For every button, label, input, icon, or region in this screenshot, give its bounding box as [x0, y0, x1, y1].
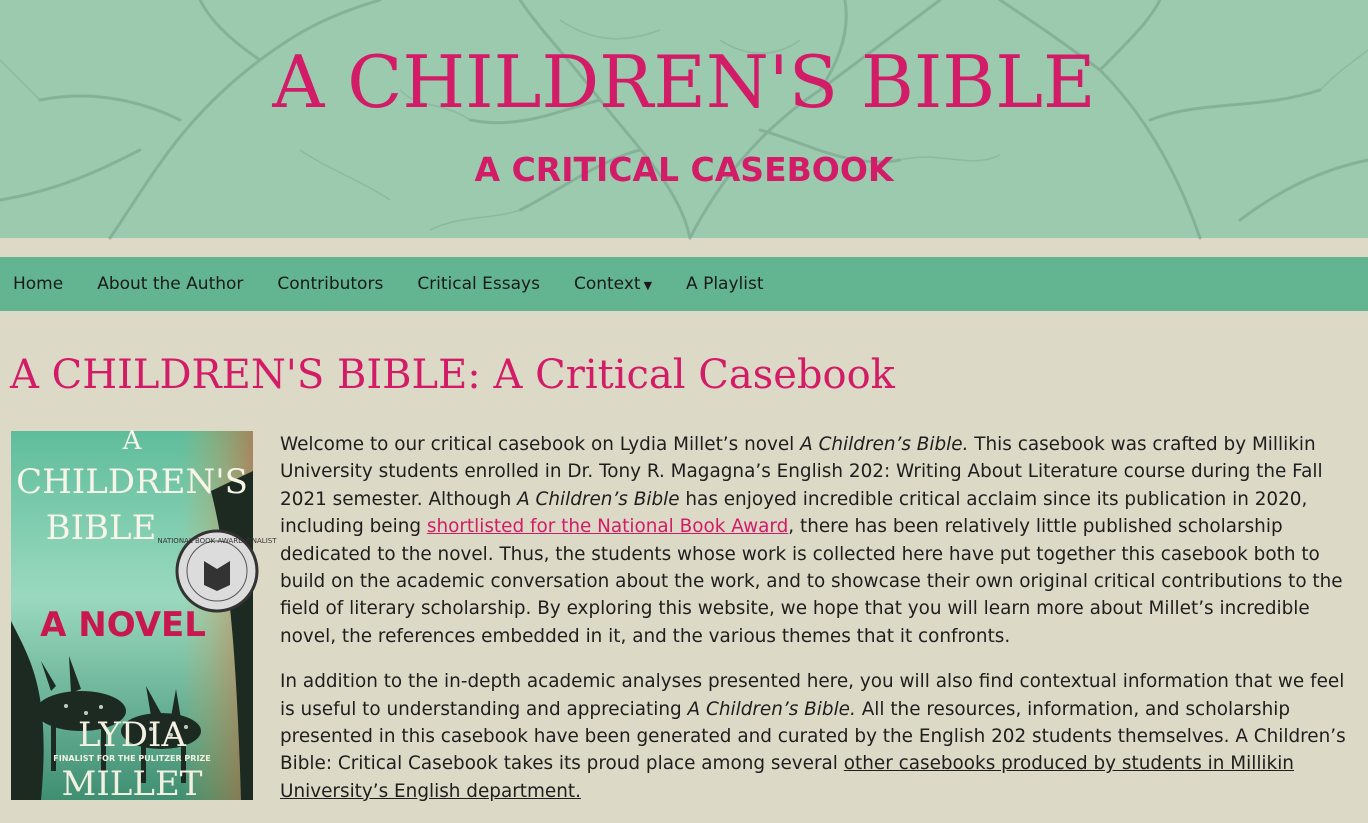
book-title-italic: A Children’s Bible	[517, 488, 680, 510]
nav-home[interactable]: Home	[13, 274, 64, 294]
nav-context[interactable]	[574, 274, 652, 294]
book-title-italic: A Children’s Bible.	[687, 698, 856, 720]
other-casebooks-link[interactable]: other casebooks produced by students in Millikin University’s English department.	[280, 753, 1294, 802]
intro-paragraph-1	[280, 431, 1362, 650]
text-span: Welcome to our critical casebook on Lydia Millet’s novel	[280, 434, 801, 455]
nav-contributors[interactable]: Contributors	[277, 274, 384, 294]
cover-title-line1: A	[122, 426, 142, 456]
header-banner	[0, 0, 1368, 238]
intro-paragraph-2	[280, 668, 1362, 805]
cover-title-line2: CHILDREN'S	[16, 462, 248, 502]
cover-novel-label: A NOVEL	[40, 605, 206, 645]
text-span: This casebook was crafted by Millikin University students enrolled in Dr. Tony R. Magagna’s English 202: Writing About Literature course during the Fall 2021 semester. Although	[280, 434, 1323, 510]
nav-context-label: Context	[573, 274, 641, 294]
text-span: In addition to the in-depth academic analyses presented here, you will also find contextual information that we feel is useful to understanding and appreciating	[280, 671, 1345, 720]
cover-author-first: LYDIA	[77, 715, 187, 755]
nav-critical-essays[interactable]: Critical Essays	[417, 274, 540, 294]
text-span: has enjoyed incredible critical acclaim since its publication in 2020, including being	[280, 488, 1308, 538]
cover-pulitzer-label: FINALIST FOR THE PULITZER PRIZE	[53, 754, 211, 763]
caret-down-icon: ▼	[643, 279, 653, 292]
text-span: All the resources, information, and scholarship presented in this casebook have been generated and curated by the English 202 students themselves. A Children’s Bible: Critical Casebook takes its proud place among several	[280, 698, 1346, 775]
main-nav	[0, 257, 1368, 311]
cover-seal-text: NATIONAL BOOK AWARD FINALIST	[157, 537, 277, 545]
intro-text	[280, 431, 1362, 823]
page-title: A CHILDREN'S BIBLE: A Critical Casebook	[10, 352, 895, 398]
cover-title-line3: BIBLE	[45, 508, 157, 548]
nav-a-playlist[interactable]: A Playlist	[686, 274, 764, 294]
nav-about-the-author[interactable]: About the Author	[97, 274, 244, 294]
site-title: A CHILDREN'S BIBLE	[272, 40, 1096, 124]
cover-author-last: MILLET	[61, 764, 203, 804]
book-title-italic: A Children’s Bible.	[800, 434, 969, 455]
site-subtitle: A CRITICAL CASEBOOK	[474, 150, 894, 189]
text-span: , there has been relatively little published scholarship dedicated to the novel. Thus, the students whose work is collected here have put together this casebook both to build on the academic conversation about the work, and to showcase their own original critical contributions to the field of literary scholarship. By exploring this website, we hope that you will learn more about Millet’s incredible novel, the references embedded in it, and the various themes that it confronts.	[280, 516, 1343, 647]
national-book-award-link[interactable]: shortlisted for the National Book Award	[426, 516, 789, 538]
book-cover-image	[11, 426, 277, 804]
